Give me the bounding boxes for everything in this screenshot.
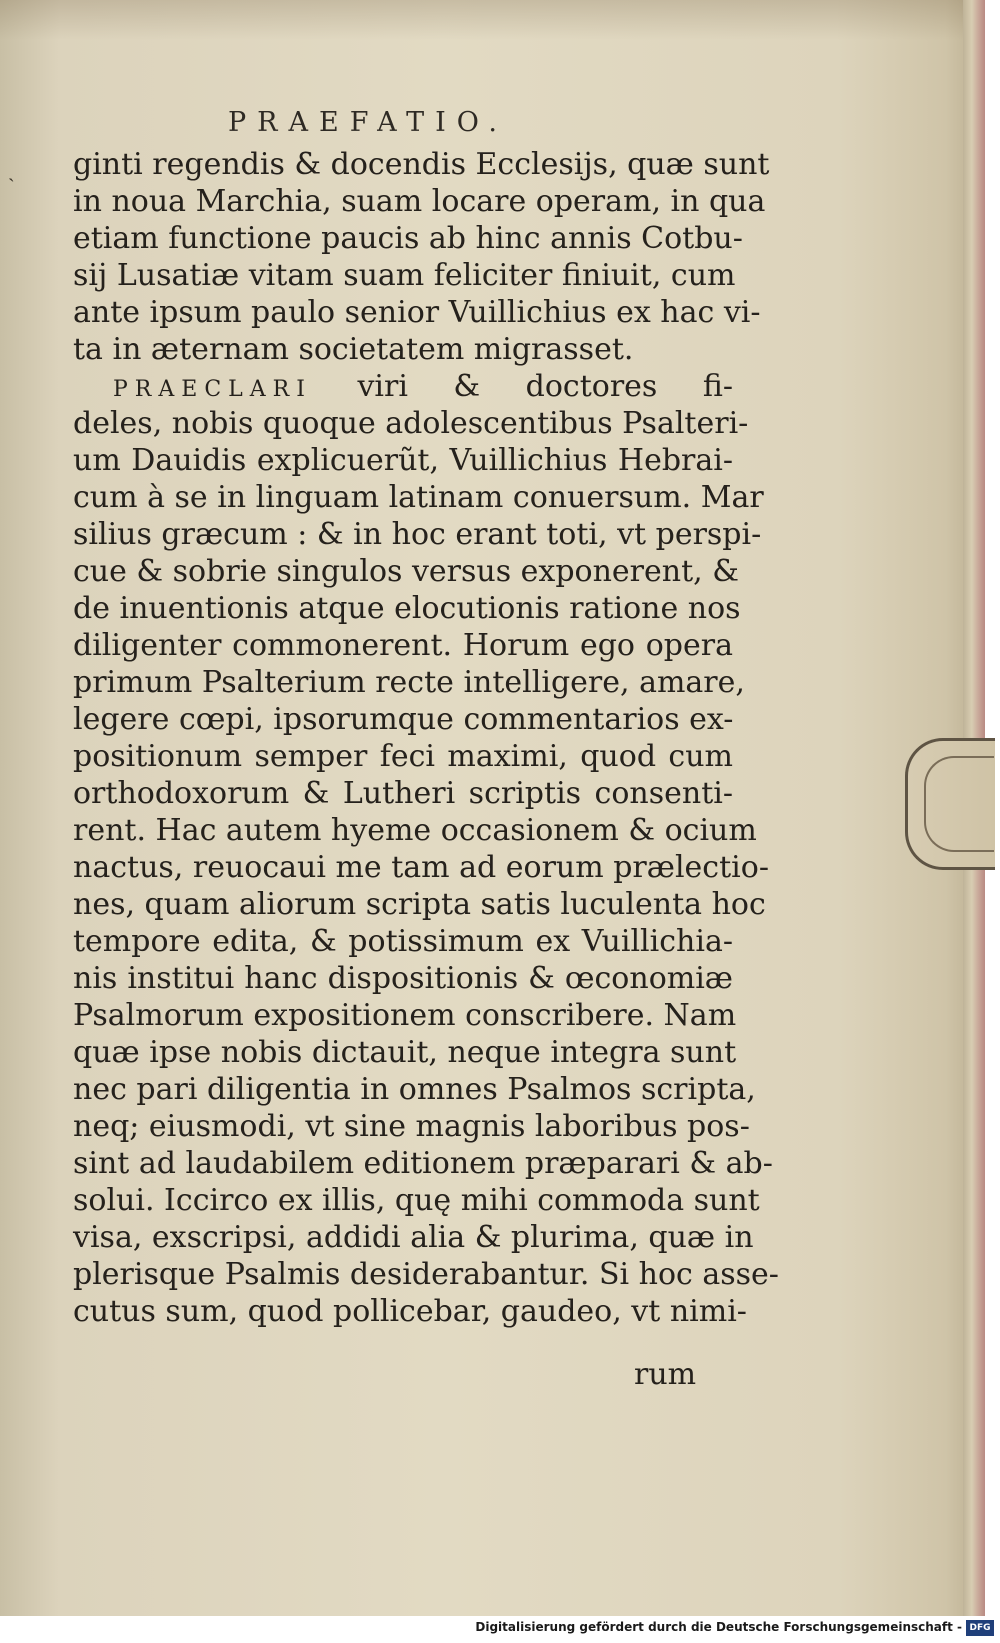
text-line: rent. Hac autem hyeme occasionem & ocium: [73, 813, 757, 848]
text-line: diligenter commonerent. Horum ego opera: [73, 628, 733, 663]
text-line: in noua Marchia, suam locare operam, in qua: [73, 184, 766, 219]
page-shadow: [0, 0, 985, 40]
text-line: etiam functione paucis ab hinc annis Cotbu-: [73, 221, 743, 256]
text-line: cue & sobrie singulos versus exponerent, &: [73, 554, 739, 589]
text-line: cum à se in linguam latinam conuersum. Mar: [73, 480, 764, 515]
text-line: nes, quam aliorum scripta satis luculenta hoc: [73, 887, 766, 922]
text-line: neq; eiusmodi, vt sine magnis laboribus pos-: [73, 1109, 750, 1144]
text-line: ante ipsum paulo senior Vuillichius ex hac vi-: [73, 295, 761, 330]
text-line: nactus, reuocaui me tam ad eorum prælectio-: [73, 850, 769, 885]
text-line: orthodoxorum & Lutheri scriptis consenti-: [73, 776, 733, 811]
text-line: Psalmorum expositionem conscribere. Nam: [73, 998, 737, 1033]
paragraph-start-line: [73, 368, 733, 405]
text-line: sij Lusatiæ vitam suam feliciter finiuit, cum: [73, 258, 736, 293]
funding-notice: Digitalisierung gefördert durch die Deutsche Forschungsgemeinschaft -: [475, 1620, 962, 1634]
margin-mark: ˎ: [8, 158, 15, 182]
text-line: solui. Iccirco ex illis, quę mihi commoda sunt: [73, 1183, 760, 1218]
text-line: um Dauidis explicuerũt, Vuillichius Hebrai-: [73, 443, 733, 478]
footer-bar: [0, 1616, 1000, 1643]
catchword: rum: [634, 1357, 697, 1392]
text-line: silius græcum : & in hoc erant toti, vt perspi-: [73, 517, 762, 552]
dfg-logo-icon: DFG: [966, 1620, 994, 1636]
text-line: nec pari diligentia in omnes Psalmos scripta,: [73, 1072, 756, 1107]
text-line: visa, exscripsi, addidi alia & plurima, quæ in: [73, 1220, 754, 1255]
text-line: sint ad laudabilem editionem præparari & ab-: [73, 1146, 773, 1181]
text-line: ginti regendis & docendis Ecclesijs, quæ sunt: [73, 147, 770, 182]
text-line: positionum semper feci maximi, quod cum: [73, 739, 733, 774]
running-head: PRAEFATIO.: [228, 107, 508, 138]
text-line: deles, nobis quoque adolescentibus Psalteri-: [73, 406, 749, 441]
text-line: ta in æternam societatem migrasset.: [73, 332, 634, 367]
text-line: legere cœpi, ipsorumque commentarios ex-: [73, 702, 734, 737]
text-line: cutus sum, quod pollicebar, gaudeo, vt nimi-: [73, 1294, 747, 1329]
text-block: [73, 146, 779, 1330]
text-line: tempore edita, & potissimum ex Vuillichia-: [73, 924, 733, 959]
text-line: viri & doctores fi-: [357, 369, 733, 404]
text-line: plerisque Psalmis desiderabantur. Si hoc asse-: [73, 1257, 779, 1292]
text-line: quæ ipse nobis dictauit, neque integra sunt: [73, 1035, 737, 1070]
clasp-inner-icon: [924, 756, 994, 852]
text-line: nis institui hanc dispositionis & œconomiæ: [73, 961, 733, 996]
paragraph-label: PRAECLARI: [113, 377, 312, 402]
text-line: de inuentionis atque elocutionis ratione nos: [73, 591, 741, 626]
text-line: primum Psalterium recte intelligere, amare,: [73, 665, 745, 700]
